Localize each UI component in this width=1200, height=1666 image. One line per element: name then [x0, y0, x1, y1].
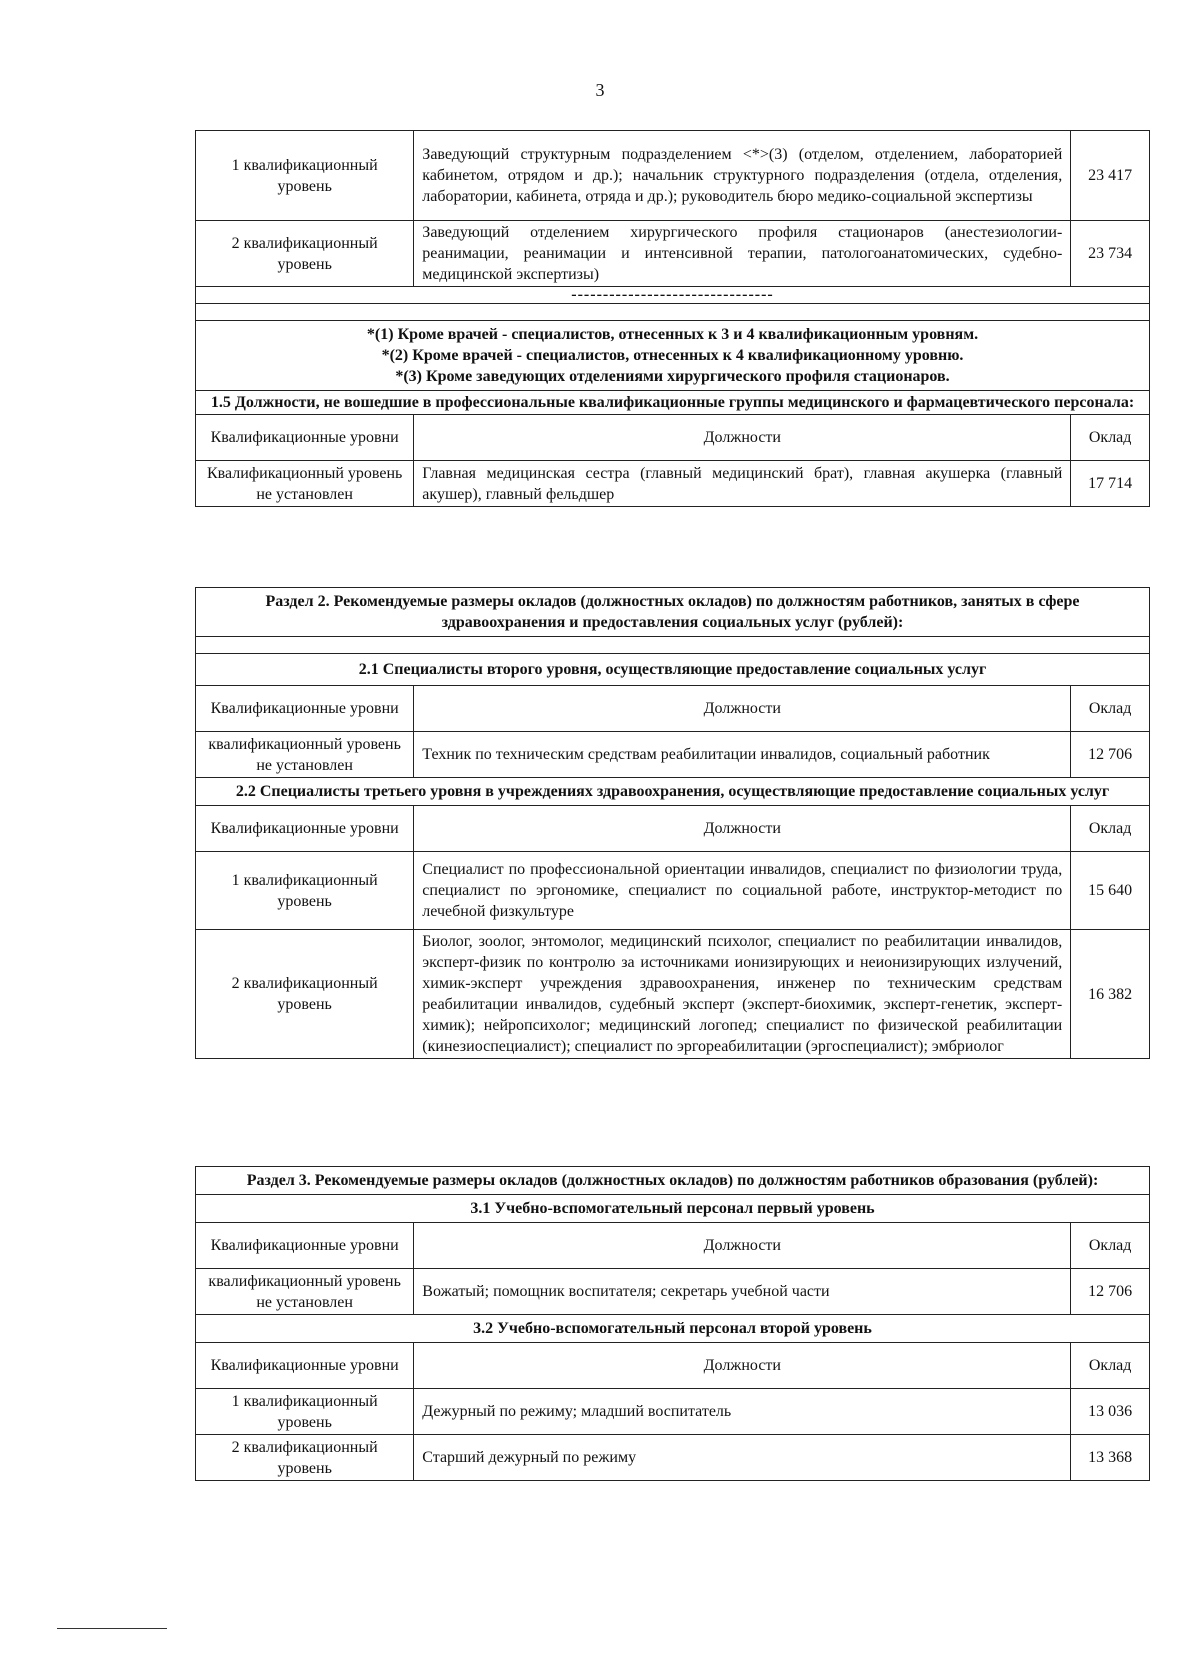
blank-cell [196, 637, 1150, 654]
position-cell: Дежурный по режиму; младший воспитатель [414, 1389, 1071, 1435]
position-cell: Главная медицинская сестра (главный медицинский брат), главная акушерка (главный акушер), главный фельдшер [414, 461, 1071, 507]
section-2-title: Раздел 2. Рекомендуемые размеры окладов (должностных окладов) по должностям работников, занятых в сфере здравоохранения и предоставления социальных услуг (рублей): [196, 588, 1150, 637]
separator-line: -------------------------------- [196, 287, 1150, 304]
header-salary: Оклад [1071, 1343, 1150, 1389]
table-row [196, 1269, 1150, 1315]
level-cell: 2 квалификационный уровень [196, 1435, 414, 1481]
header-position: Должности [414, 1223, 1071, 1269]
section-3-2-title: 3.2 Учебно-вспомогательный персонал второй уровень [196, 1315, 1150, 1343]
table-section-3 [195, 1166, 1150, 1481]
section-title-row [196, 588, 1150, 637]
table-row [196, 1389, 1150, 1435]
table-row [196, 732, 1150, 778]
position-cell: Заведующий отделением хирургического профиля стационаров (анестезиологии-реанимации, реанимации и интенсивной терапии, патологоанатомических, судебно-медицинской экспертизы) [414, 221, 1071, 287]
section-2-1-title: 2.1 Специалисты второго уровня, осуществляющие предоставление социальных услуг [196, 654, 1150, 686]
salary-cell: 13 368 [1071, 1435, 1150, 1481]
table-header-row [196, 1343, 1150, 1389]
level-cell: 1 квалификационный уровень [196, 852, 414, 930]
subsection-title-row [196, 1315, 1150, 1343]
header-position: Должности [414, 1343, 1071, 1389]
table-header-row [196, 806, 1150, 852]
blank-row [196, 304, 1150, 321]
level-cell: квалификационный уровень не установлен [196, 1269, 414, 1315]
section-2-2-title: 2.2 Специалисты третьего уровня в учреждениях здравоохранения, осуществляющие предоставление социальных услуг [196, 778, 1150, 806]
blank-cell [196, 304, 1150, 321]
position-cell: Заведующий структурным подразделением <*>(3) (отделом, отделением, лабораторией кабинетом, отрядом и др.); начальник структурного подразделения (отдела, отделения, лаборатории, кабинета, отряда и др.); руководитель бюро медико-социальной экспертизы [414, 131, 1071, 221]
header-level: Квалификационные уровни [196, 1343, 414, 1389]
footnote-3: *(3) Кроме заведующих отделениями хирургического профиля стационаров. [395, 368, 950, 385]
level-cell: 1 квалификационный уровень [196, 1389, 414, 1435]
header-position: Должности [414, 686, 1071, 732]
section-title-row [196, 1167, 1150, 1195]
position-cell: Старший дежурный по режиму [414, 1435, 1071, 1481]
footnote-2: *(2) Кроме врачей - специалистов, отнесенных к 4 квалификационному уровню. [381, 347, 964, 364]
header-salary: Оклад [1071, 1223, 1150, 1269]
header-level: Квалификационные уровни [196, 1223, 414, 1269]
table-header-row [196, 415, 1150, 461]
salary-cell: 13 036 [1071, 1389, 1150, 1435]
subsection-title-row [196, 1195, 1150, 1223]
table-row [196, 461, 1150, 507]
header-level: Квалификационные уровни [196, 686, 414, 732]
table-row [196, 930, 1150, 1059]
header-level: Квалификационные уровни [196, 806, 414, 852]
table-row [196, 852, 1150, 930]
table-section-2 [195, 587, 1150, 1059]
salary-cell: 23 417 [1071, 131, 1150, 221]
header-position: Должности [414, 415, 1071, 461]
footnote-1: *(1) Кроме врачей - специалистов, отнесенных к 3 и 4 квалификационным уровням. [366, 326, 979, 343]
page-number: 3 [595, 80, 605, 100]
blank-row [196, 637, 1150, 654]
salary-cell: 16 382 [1071, 930, 1150, 1059]
table-row [196, 221, 1150, 287]
notes-row [196, 321, 1150, 391]
header-salary: Оклад [1071, 806, 1150, 852]
salary-cell: 12 706 [1071, 732, 1150, 778]
section-3-1-title: 3.1 Учебно-вспомогательный персонал первый уровень [196, 1195, 1150, 1223]
header-level: Квалификационные уровни [196, 415, 414, 461]
position-cell: Вожатый; помощник воспитателя; секретарь учебной части [414, 1269, 1071, 1315]
table-medical-positions [195, 130, 1150, 507]
table-row [196, 131, 1150, 221]
subsection-title-row [196, 654, 1150, 686]
section-3-title: Раздел 3. Рекомендуемые размеры окладов (должностных окладов) по должностям работников образования (рублей): [196, 1167, 1150, 1195]
header-position: Должности [414, 806, 1071, 852]
footer-divider [57, 1628, 167, 1629]
level-cell: 1 квалификационный уровень [196, 131, 414, 221]
table-header-row [196, 1223, 1150, 1269]
salary-cell: 17 714 [1071, 461, 1150, 507]
level-cell: 2 квалификационный уровень [196, 930, 414, 1059]
level-cell: Квалификационный уровень не установлен [196, 461, 414, 507]
salary-cell: 12 706 [1071, 1269, 1150, 1315]
position-cell: Техник по техническим средствам реабилитации инвалидов, социальный работник [414, 732, 1071, 778]
position-cell: Специалист по профессиональной ориентации инвалидов, специалист по физиологии труда, специалист по эргономике, специалист по социальной работе, инструктор-методист по лечебной физкультуре [414, 852, 1071, 930]
footnotes [196, 321, 1150, 391]
level-cell: 2 квалификационный уровень [196, 221, 414, 287]
level-cell: квалификационный уровень не установлен [196, 732, 414, 778]
salary-cell: 15 640 [1071, 852, 1150, 930]
table-header-row [196, 686, 1150, 732]
header-salary: Оклад [1071, 686, 1150, 732]
section-title-row [196, 391, 1150, 415]
salary-cell: 23 734 [1071, 221, 1150, 287]
header-salary: Оклад [1071, 415, 1150, 461]
position-cell: Биолог, зоолог, энтомолог, медицинский психолог, специалист по реабилитации инвалидов, эксперт-физик по контролю за источниками ионизирующих и неионизирующих излучений, химик-эксперт учреждения здравоохранения, инженер по техническим средствам реабилитации инвалидов, судебный эксперт (эксперт-биохимик, эксперт-генетик, эксперт-химик); нейропсихолог; медицинский логопед; специалист по физической реабилитации (кинезиоспециалист); специалист по эргореабилитации (эргоспециалист); эмбриолог [414, 930, 1071, 1059]
separator-row [196, 287, 1150, 304]
section-1-5-title: 1.5 Должности, не вошедшие в профессиональные квалификационные группы медицинского и фармацевтического персонала: [196, 391, 1150, 415]
table-row [196, 1435, 1150, 1481]
subsection-title-row [196, 778, 1150, 806]
